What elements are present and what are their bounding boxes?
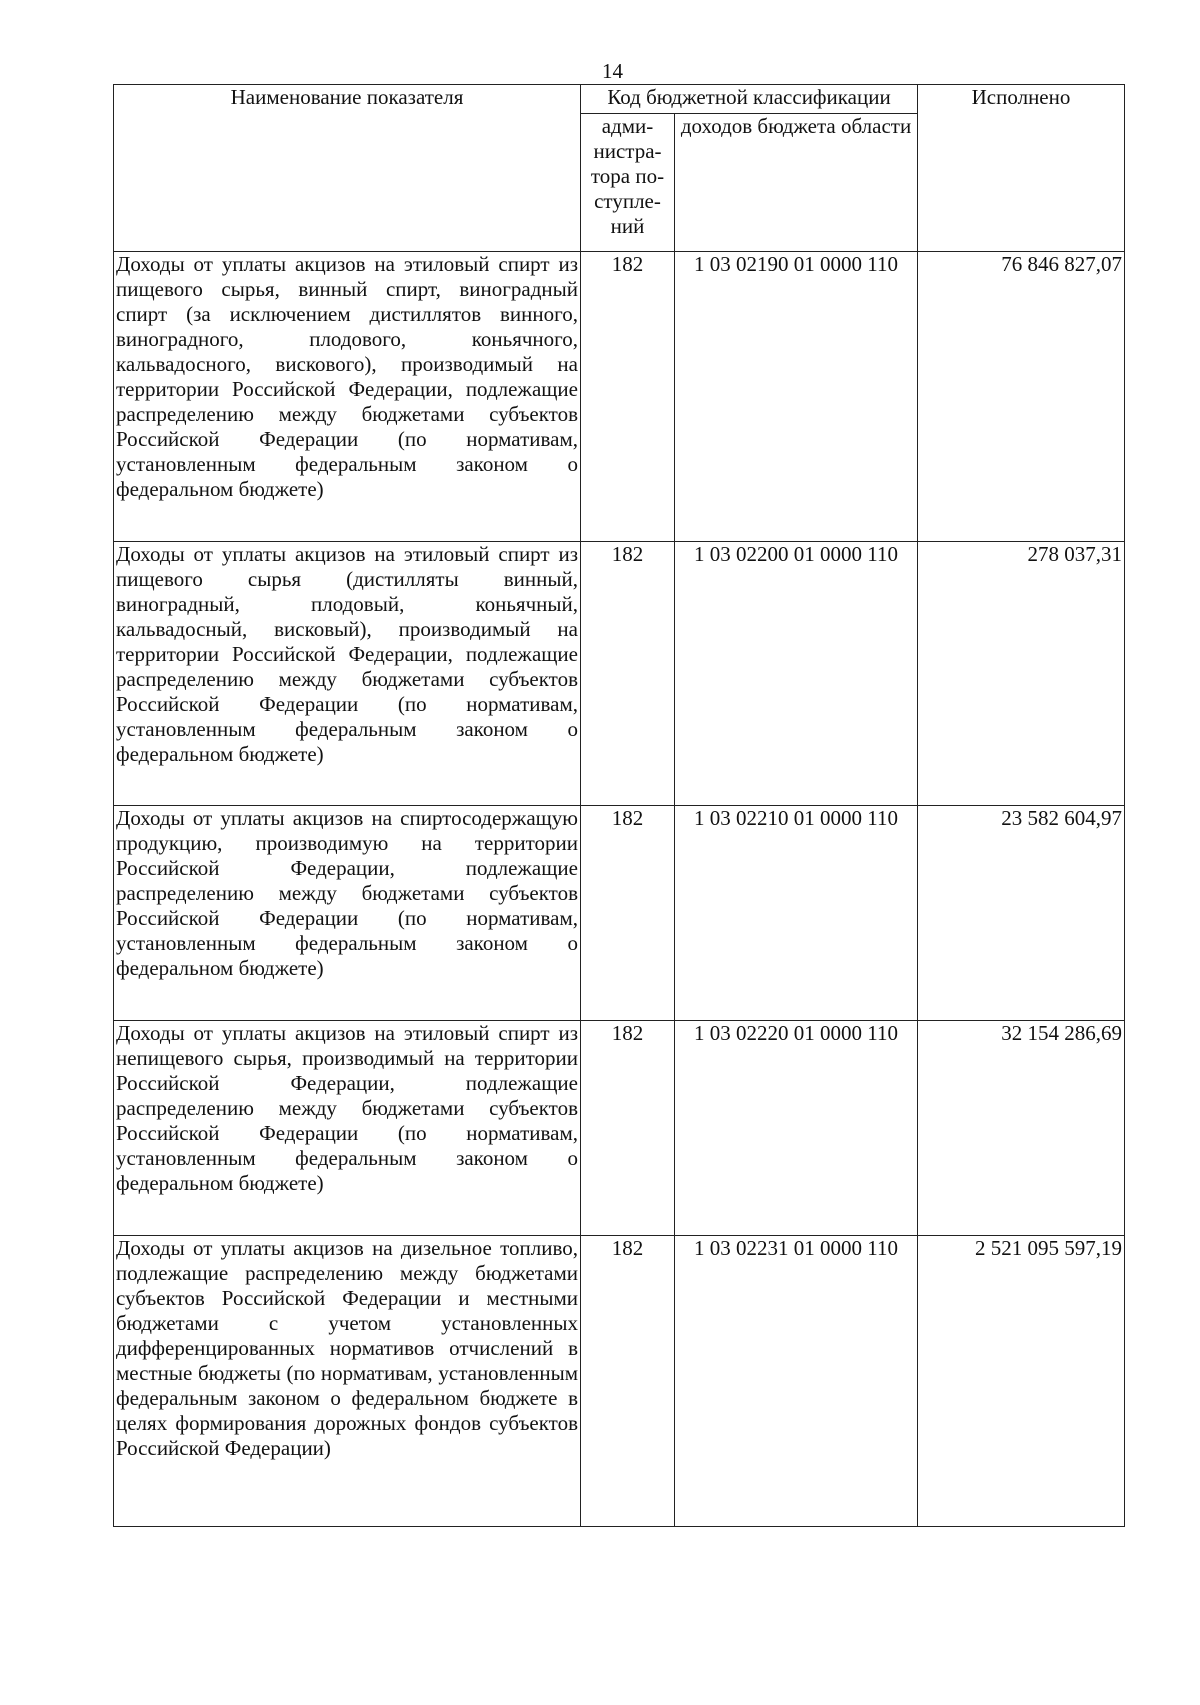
page-number: 14 [602,59,623,83]
administrator-code: 182 [581,1021,675,1236]
executed-amount: 76 846 827,07 [918,252,1125,542]
indicator-name: Доходы от уплаты акцизов на спиртосодержащую продукцию, производимую на территории Российской Федерации, подлежащие распределению между бюджетами субъектов Российской Федерации (по нормативам, установленным федеральным законом о федеральном бюджете) [114,806,581,1021]
header-revenue-administrator: адми-нистра-тора по-ступле-ний [581,114,675,252]
executed-amount: 2 521 095 597,19 [918,1236,1125,1527]
indicator-name: Доходы от уплаты акцизов на этиловый спирт из пищевого сырья, винный спирт, виноградный спирт (за исключением дистиллятов винного, виноградного, плодового, коньячного, кальвадосного, вискового), производимый на территории Российской Федерации, подлежащие распределению между бюджетами субъектов Российской Федерации (по нормативам, установленным федеральным законом о федеральном бюджете) [114,252,581,542]
table-row [114,542,1125,806]
indicator-name: Доходы от уплаты акцизов на этиловый спирт из пищевого сырья (дистилляты винный, виноградный, плодовый, коньячный, кальвадосный, висковый), производимый на территории Российской Федерации, подлежащие распределению между бюджетами субъектов Российской Федерации (по нормативам, установленным федеральным законом о федеральном бюджете) [114,542,581,806]
header-executed: Исполнено [918,85,1125,252]
revenue-code: 1 03 02220 01 0000 110 [675,1021,918,1236]
revenue-code: 1 03 02200 01 0000 110 [675,542,918,806]
executed-amount: 23 582 604,97 [918,806,1125,1021]
revenue-code: 1 03 02210 01 0000 110 [675,806,918,1021]
executed-amount: 32 154 286,69 [918,1021,1125,1236]
table-row [114,1236,1125,1527]
table-row [114,252,1125,542]
executed-amount: 278 037,31 [918,542,1125,806]
budget-revenue-table [113,84,1125,1527]
administrator-code: 182 [581,252,675,542]
table-row [114,1021,1125,1236]
administrator-code: 182 [581,1236,675,1527]
revenue-code: 1 03 02190 01 0000 110 [675,252,918,542]
administrator-code: 182 [581,542,675,806]
administrator-code: 182 [581,806,675,1021]
revenue-code: 1 03 02231 01 0000 110 [675,1236,918,1527]
header-indicator-name: Наименование показателя [114,85,581,252]
indicator-name: Доходы от уплаты акцизов на этиловый спирт из непищевого сырья, производимый на территории Российской Федерации, подлежащие распределению между бюджетами субъектов Российской Федерации (по нормативам, установленным федеральным законом о федеральном бюджете) [114,1021,581,1236]
table-row [114,806,1125,1021]
header-budget-classification-code: Код бюджетной классификации [581,85,918,114]
header-regional-budget-revenue: доходов бюджета области [675,114,918,252]
indicator-name: Доходы от уплаты акцизов на дизельное топливо, подлежащие распределению между бюджетами субъектов Российской Федерации и местными бюджетами с учетом установленных дифференцированных нормативов отчислений в местные бюджеты (по нормативам, установленным федеральным законом о федеральном бюджете в целях формирования дорожных фондов субъектов Российской Федерации) [114,1236,581,1527]
